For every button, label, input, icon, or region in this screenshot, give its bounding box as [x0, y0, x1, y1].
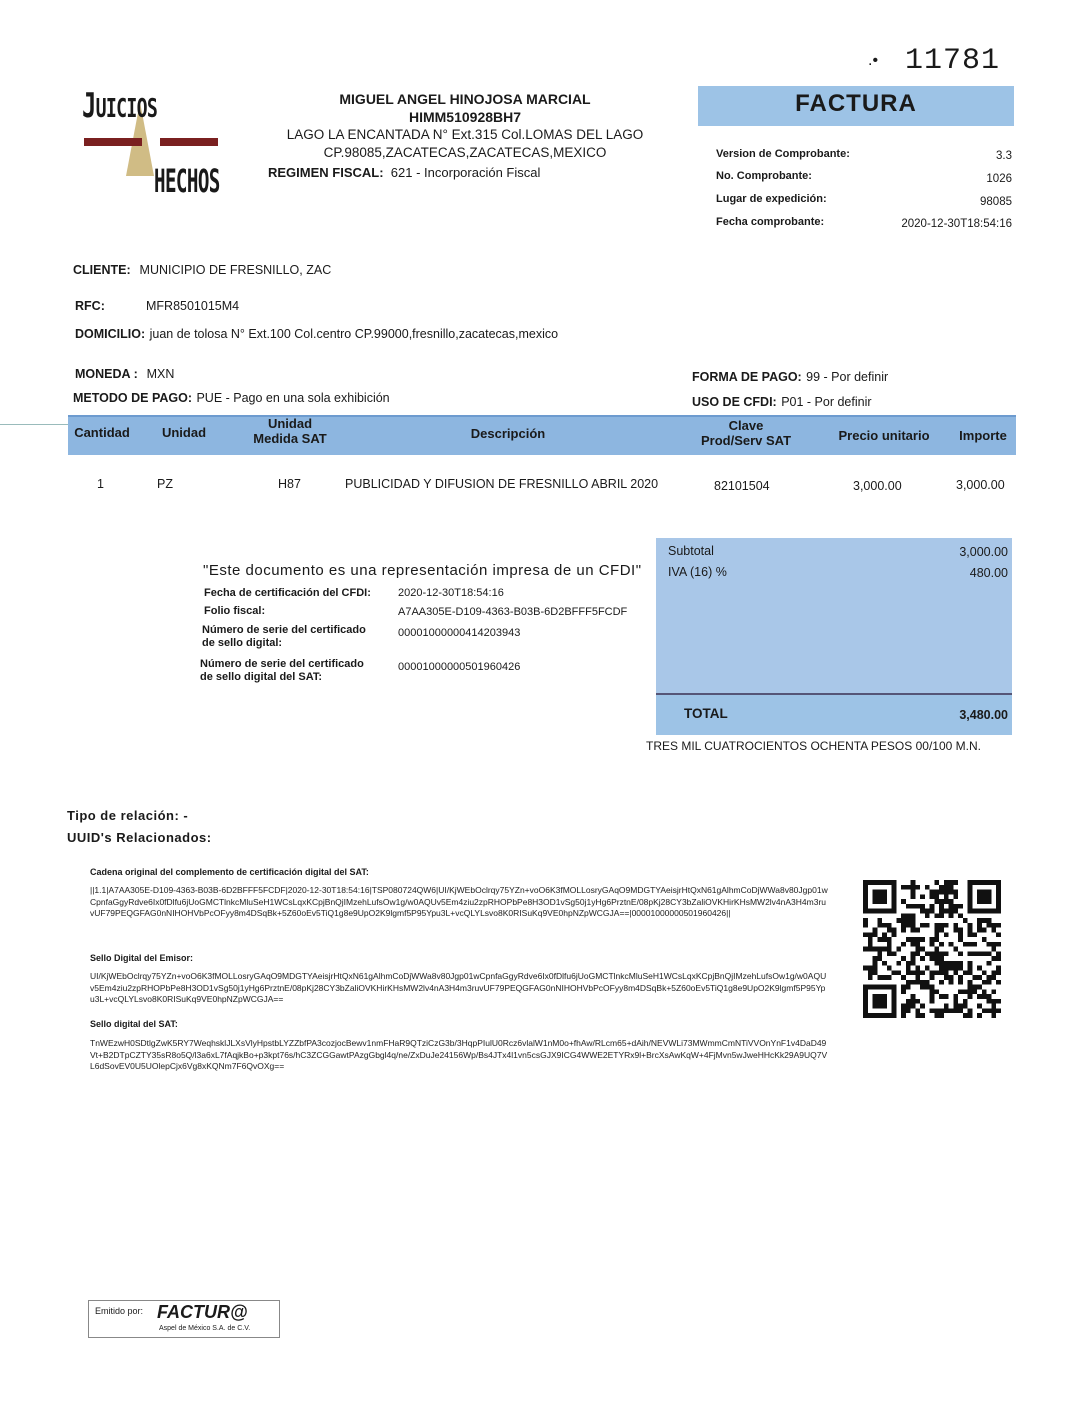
- th-unidad-sat: Unidad Medida SAT: [253, 416, 327, 446]
- th-cantidad: Cantidad: [74, 425, 130, 440]
- logo-bar-left: [84, 138, 142, 146]
- logo-text-juicios: JUICIOS: [82, 86, 158, 126]
- version-label: Version de Comprobante:: [716, 148, 850, 160]
- stamp-emitido: Emitido por:: [95, 1306, 144, 1316]
- issuer-rfc: HIMM510928BH7: [408, 109, 522, 125]
- total-letra: TRES MIL CUATROCIENTOS OCHENTA PESOS 00/100 M.N.: [646, 739, 981, 753]
- issuer-address-1: LAGO LA ENCANTADA N° Ext.315 Col.LOMAS DEL LAGO: [286, 127, 644, 142]
- fecha-cert-label: Fecha de certificación del CFDI:: [204, 587, 371, 599]
- forma-label: FORMA DE PAGO:: [692, 370, 802, 384]
- subtotal-value: 3,000.00: [959, 545, 1008, 559]
- facture-stamp: [88, 1300, 280, 1338]
- qr-code: [862, 880, 1002, 1018]
- fecha-value: 2020-12-30T18:54:16: [901, 218, 1012, 230]
- totals-box: [656, 538, 1012, 693]
- th-descripcion: Descripción: [470, 426, 546, 441]
- folio-fiscal-value: A7AA305E-D109-4363-B03B-6D2BFFF5FCDF: [398, 606, 628, 618]
- tipo-relacion: Tipo de relación: -: [67, 808, 189, 823]
- cliente-value: MUNICIPIO DE FRESNILLO, ZAC: [139, 263, 332, 277]
- serie-sat-label: Número de serie del certificado de sello digital del SAT:: [200, 658, 364, 683]
- cadena-text: ||1.1|A7AA305E-D109-4363-B03B-6D2BFFF5FCDF|2020-12-30T18:54:16|TSP080724QW6|UI/KjWEbOclrqy75YZn+voO6K3fMOLLosryGAqO9MDGTYAeisjrHtQxN61gAlhmCoDjWWa8v80Jgp01wCpnfaGgyRdve6Ix0fDlfu6jUoGMCTlnkcMluSeH1WCsLqxKCpjBnQjIMzehLufsOw1g/w0AQUv5Em4ziu2zpRHOPbPe8H3OD1vSg50j1yHg6PrztnE/08pKj28CY3bZaliOVKHirKHsMW2lv4nA3H4m3ruvUF79PEQGFAG0nNIHOHVbPcOFyy8m4DSqBk+5Z60oEv5TiQ1g8e9UpO2K9lgmf5P95Ypu3L+vcQLYLsvo8K0RISuKq9VE0hpNZpWCGJA==|00001000000501960426||: [90, 885, 828, 918]
- serie-value: 00001000000414203943: [398, 627, 521, 639]
- th-clave: Clave Prod/Serv SAT: [700, 418, 792, 448]
- th-unidad: Unidad: [161, 425, 207, 440]
- metodo-label: METODO DE PAGO:: [73, 391, 192, 405]
- sello-emisor-title: Sello Digital del Emisor:: [90, 953, 194, 963]
- sello-sat-text: TnWEzwH0SDtlgZwK5RY7WeqhsklJLXsVlyHpstbLYZZbfPA3cozjocBewv1nmFHaR9QTziCzG3b/3HqpPIulU0Rcz6vlalW1nM0o+fhAw/RLcm65+dAih/NEVWLi73MWmmCmNTiVVOnYnF1v4DaD49Vt+B2DTpCZTY35sR8o5Q/l3a6xL7fAqjkBo+p3kpt76s/hC3ZCGGawtPAzgGbgl4q/ne/ZxDuJe24156Wp/Bs4JTx4l1vn5csGJX9ICG4WWE2ETYRx9l+BrcXsAwKqW+4FjMvn5wJweHHcKk29A9UQ7VL6dSovEV0U5UOlepCjx6Vg8xKQNm7F6QvOXg==: [90, 1038, 828, 1071]
- version-value: 3.3: [996, 150, 1012, 162]
- folio-fiscal-label: Folio fiscal:: [204, 605, 266, 617]
- stamp-brand: FACTUR@: [157, 1302, 248, 1322]
- row-descripcion: PUBLICIDAD Y DIFUSION DE FRESNILLO ABRIL 2020: [345, 477, 659, 491]
- moneda-label: MONEDA :: [75, 367, 138, 381]
- row-cantidad: 1: [97, 477, 104, 491]
- serie-sat-value: 00001000000501960426: [398, 661, 521, 673]
- moneda-row: [75, 365, 174, 383]
- iva-value: 480.00: [969, 566, 1008, 580]
- domicilio-value: juan de tolosa N° Ext.100 Col.centro CP.99000,fresnillo,zacatecas,mexico: [149, 327, 559, 341]
- sello-emisor-text: UI/KjWEbOclrqy75YZn+voO6K3fMOLLosryGAqO9MDGTYAeisjrHtQxN61gAlhmCoDjWWa8v80Jgp01wCpnfaGgyRdve6Ix0fDlfu6jUoGMCTlnkcMluSeH1WCsLqxKCpjBnQjIMzehLufsOw1g/w0AQUv5Em4ziu2zpRHOPbPe8H3OD1vSg50j1yHg6PrztnE/08pKj28CY3bZaliOVKHirKHsMW2lv4nA3H4m3ruvUF79PEQGFAG0nNIHOHVbPcOFyy8m4DSqBk+5Z60oEv5TiQ1g8e9UpO2K9lgmf5P95Ypu3L+vcQLYLsvo8K0RISuKq9VE0hpNZpWCGJA==: [90, 971, 827, 1004]
- serie-label: Número de serie del certificado de sello digital:: [202, 624, 366, 649]
- total-label: TOTAL: [684, 706, 728, 721]
- regimen-label: REGIMEN FISCAL:: [268, 165, 384, 180]
- rfc-label: RFC:: [75, 299, 105, 313]
- fecha-label: Fecha comprobante:: [716, 216, 825, 228]
- cfdi-title: "Este documento es una representación impresa de un CFDI": [203, 562, 642, 579]
- moneda-value: MXN: [146, 367, 175, 381]
- stamp-company: Aspel de México S.A. de C.V.: [159, 1325, 251, 1332]
- uuid-relacionados-label: UUID's Relacionados:: [67, 830, 212, 845]
- issuer-name: MIGUEL ANGEL HINOJOSA MARCIAL: [339, 91, 591, 107]
- cliente-row: [73, 261, 331, 279]
- sello-sat-title: Sello digital del SAT:: [90, 1019, 178, 1029]
- divider-line: [0, 424, 68, 425]
- row-importe: 3,000.00: [956, 478, 1005, 492]
- domicilio-label: DOMICILIO:: [75, 327, 146, 341]
- folio-number: 11781: [905, 44, 1001, 78]
- metodo-row: [73, 389, 390, 407]
- uso-row: [692, 393, 872, 411]
- issuer-block: [255, 90, 675, 162]
- fecha-cert-value: 2020-12-30T18:54:16: [398, 587, 504, 599]
- row-unidad: PZ: [157, 477, 173, 491]
- issuer-address-2: CP.98085,ZACATECAS,ZACATECAS,MEXICO: [323, 145, 607, 160]
- regimen-value: 621 - Incorporación Fiscal: [390, 165, 541, 180]
- iva-label: IVA (16) %: [668, 565, 727, 579]
- comprobante-label: No. Comprobante:: [716, 170, 812, 182]
- forma-row: [692, 368, 888, 386]
- th-importe: Importe: [959, 428, 1007, 443]
- logo-text-hechos: HECHOS: [154, 162, 220, 200]
- subtotal-label: Subtotal: [668, 544, 714, 558]
- lugar-value: 98085: [980, 196, 1012, 208]
- cliente-label: CLIENTE:: [73, 263, 131, 277]
- lugar-label: Lugar de expedición:: [716, 193, 827, 205]
- company-logo: [76, 86, 226, 206]
- rfc-value: MFR8501015M4: [146, 299, 240, 313]
- regimen-fiscal: [268, 165, 540, 180]
- total-value: 3,480.00: [959, 708, 1008, 722]
- row-unidad-sat: H87: [278, 477, 301, 491]
- metodo-value: PUE - Pago en una sola exhibición: [196, 391, 390, 405]
- factura-title: FACTURA: [795, 90, 917, 117]
- th-precio: Precio unitario: [838, 428, 930, 443]
- comprobante-value: 1026: [986, 173, 1012, 185]
- domicilio-row: [75, 325, 558, 343]
- cadena-title: Cadena original del complemento de certificación digital del SAT:: [90, 867, 369, 877]
- logo-bar-right: [160, 138, 218, 146]
- uso-value: P01 - Por definir: [781, 395, 872, 409]
- forma-value: 99 - Por definir: [806, 370, 889, 384]
- row-precio: 3,000.00: [853, 479, 902, 493]
- row-clave: 82101504: [714, 479, 770, 493]
- folio-mark: .•: [868, 52, 879, 69]
- uso-label: USO DE CFDI:: [692, 395, 777, 409]
